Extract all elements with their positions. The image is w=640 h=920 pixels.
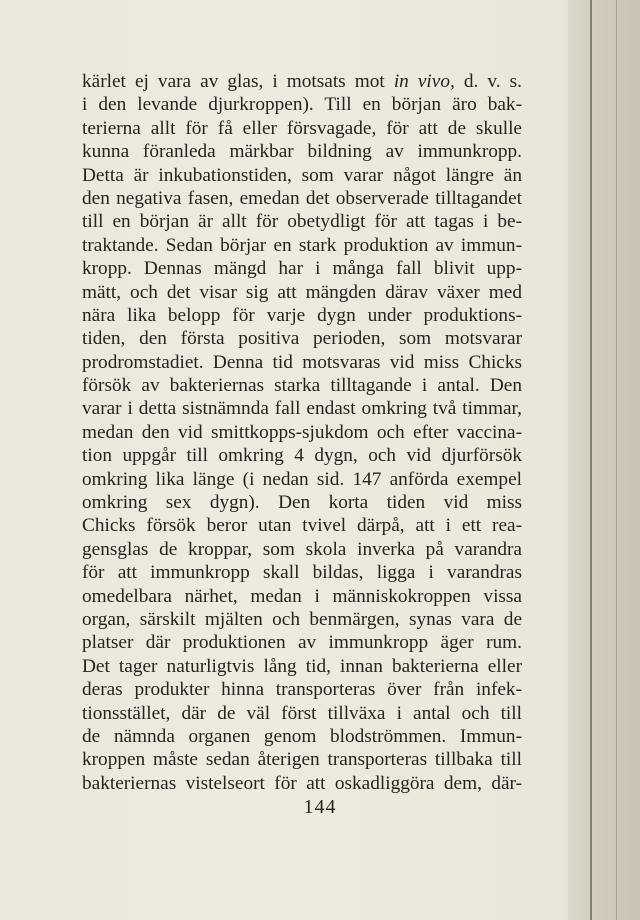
- text-line: försök av bakteriernas starka tilltagande i antal. Den: [82, 375, 522, 397]
- text-line: omedelbara närhet, medan i människokroppen vissa: [82, 585, 522, 607]
- text-line: kunna föranleda märkbar bildning av immunkropp.: [82, 141, 522, 163]
- text-line: nära lika belopp för varje dygn under produktions-: [82, 304, 522, 326]
- text-line: i den levande djurkroppen). Till en början äro bak-: [82, 94, 522, 116]
- text-line: mätt, och det visar sig att mängden därav växer med: [82, 281, 522, 303]
- text-line: kroppen måste sedan återigen transporteras tillbaka till: [82, 749, 522, 771]
- text-line: terierna allt för få eller försvagade, för att de skulle: [82, 117, 522, 139]
- text-line: bakteriernas vistelseort för att oskadliggöra dem, där-: [82, 772, 522, 794]
- text-line: tionsstället, där de väl först tillväxa i antal och till: [82, 702, 522, 724]
- text-line: medan den vid smittkopps-sjukdom och efter vaccina-: [82, 421, 522, 443]
- text-line: traktande. Sedan börjar en stark produktion av immun-: [82, 234, 522, 256]
- page-edge-line: [590, 0, 592, 920]
- italic-phrase: in vivo,: [393, 71, 455, 92]
- text-line: kärlet ej vara av glas, i motsats mot in vivo, d. v. s.: [82, 71, 522, 92]
- text-line: omkring sex dygn). Den korta tiden vid miss: [82, 492, 522, 514]
- text-line: Chicks försök beror utan tvivel därpå, att i ett rea-: [82, 515, 522, 537]
- page-edge-line: [616, 0, 617, 920]
- text-line: Detta är inkubationstiden, som varar något längre än: [82, 164, 522, 186]
- text-line: omkring lika länge (i nedan sid. 147 anförda exempel: [82, 468, 522, 490]
- text-line: gensglas de kroppar, som skola inverka på varandra: [82, 538, 522, 560]
- text-line: tiden, den första positiva perioden, som motsvarar: [82, 328, 522, 350]
- text-line: Det tager naturligtvis lång tid, innan bakterierna eller: [82, 655, 522, 677]
- text-line: organ, särskilt mjälten och benmärgen, synas vara de: [82, 608, 522, 630]
- page-edge: [568, 0, 640, 920]
- text-line: deras produkter hinna transporteras över från infek-: [82, 679, 522, 701]
- text-line: den negativa fasen, emedan det observerade tilltagandet: [82, 187, 522, 209]
- text-line: tion uppgår till omkring 4 dygn, och vid djurförsök: [82, 445, 522, 467]
- page-number: 144: [303, 796, 337, 818]
- text-line: prodromstadiet. Denna tid motsvaras vid miss Chicks: [82, 351, 522, 373]
- text-line: kropp. Dennas mängd har i många fall blivit upp-: [82, 258, 522, 280]
- text-line: varar i detta sistnämnda fall endast omkring två timmar,: [82, 398, 522, 420]
- text-line: platser där produktionen av immunkropp äger rum.: [82, 632, 522, 654]
- text-line: de nämnda organen genom blodströmmen. Immun-: [82, 725, 522, 747]
- text-line: till en början är allt för obetydligt för att tagas i be-: [82, 211, 522, 233]
- body-text: [82, 70, 522, 795]
- text-line: för att immunkropp skall bildas, ligga i varandras: [82, 562, 522, 584]
